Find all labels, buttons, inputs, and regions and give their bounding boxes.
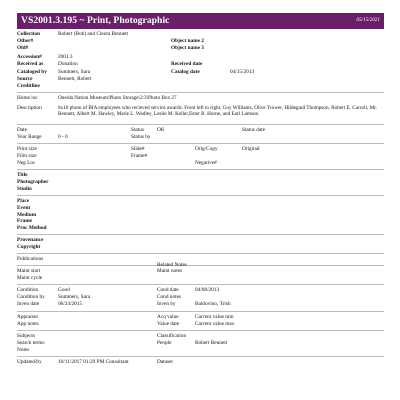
row-proc-method bbox=[17, 225, 384, 232]
value-people: Robert Bennett bbox=[195, 339, 228, 346]
row-place bbox=[17, 198, 384, 205]
record-date: 05/15/2021 bbox=[356, 17, 380, 24]
row-maint-cycle bbox=[17, 275, 384, 282]
row-publications bbox=[17, 256, 384, 269]
value-description: 8x10 photo of BIA employees who recieved service awards. Front left to right, Guy Williams, Olive Trower, Hildegard Thompson, Robert E. Carroll, Mr. Bennett, Albert M. Hawley, Marie L. Wadley, Leslie M. Keller,Ester B. Horne, and Earl Lamson. bbox=[58, 104, 377, 118]
label-dataset: Dataset bbox=[157, 359, 173, 366]
label-related-notes: Related Notes bbox=[157, 262, 187, 269]
value-updated-by: 10/11/2017 01:29 PM Consultant bbox=[58, 359, 129, 366]
record-title: VS2001.3.195 ~ Print, Photographic bbox=[21, 15, 170, 27]
label-copyright: Copyright bbox=[17, 244, 41, 251]
record-content bbox=[17, 31, 384, 366]
separator-4 bbox=[17, 169, 384, 170]
label-place: Place bbox=[17, 197, 30, 204]
row-subjects bbox=[17, 333, 384, 340]
label-frame: Frame bbox=[17, 218, 32, 225]
label-app-notes: App notes bbox=[17, 320, 39, 327]
label-maint-cycle: Maint cycle bbox=[17, 275, 43, 282]
label-creditline: Creditline bbox=[17, 83, 40, 90]
row-print-size bbox=[17, 146, 384, 153]
row-title bbox=[17, 172, 384, 179]
separator-1 bbox=[17, 92, 384, 93]
row-search-terms bbox=[17, 340, 384, 347]
label-home-loc: Home loc bbox=[17, 95, 38, 102]
label-current-value-min: Current value min bbox=[195, 313, 234, 320]
label-current-value-max: Current value max bbox=[195, 320, 235, 327]
value-collection: Robert (Bob) and Cleota Bennett bbox=[58, 31, 129, 37]
value-accession-num: 2001.3 bbox=[58, 53, 73, 60]
row-photographer bbox=[17, 179, 384, 186]
separator-5 bbox=[17, 195, 384, 196]
label-negative-num: Negative# bbox=[195, 160, 217, 166]
separator-6 bbox=[17, 234, 384, 235]
row-description bbox=[17, 105, 384, 118]
row-notes bbox=[17, 347, 384, 354]
row-medium bbox=[17, 212, 384, 219]
label-studio: Studio bbox=[17, 185, 32, 192]
value-year-range: 0 - 0 bbox=[58, 133, 68, 140]
value-cataloged-by: Summers, Sara bbox=[58, 69, 91, 76]
label-status-date: Status date bbox=[242, 126, 266, 133]
row-cataloged bbox=[17, 69, 384, 76]
label-maint-notes: Maint notes bbox=[157, 268, 183, 275]
label-condition: Condition bbox=[17, 287, 39, 294]
label-status: Status bbox=[131, 126, 144, 133]
row-source bbox=[17, 76, 384, 83]
label-inven-date: Inven date bbox=[17, 301, 40, 308]
value-inven-by: Baldovino, Trish bbox=[195, 301, 231, 308]
label-photographer: Photographer bbox=[17, 178, 49, 185]
label-maint-start: Maint start bbox=[17, 268, 41, 275]
label-orig-copy: Orig/Copy bbox=[195, 145, 218, 152]
separator-9 bbox=[17, 284, 384, 285]
label-source: Source bbox=[17, 76, 33, 83]
row-appraisor bbox=[17, 314, 384, 321]
label-proc-method: Proc Method bbox=[17, 225, 47, 232]
label-notes: Notes bbox=[17, 346, 30, 353]
value-condition-by: Summers, Sara bbox=[58, 294, 91, 301]
label-received-date: Received date bbox=[171, 60, 203, 67]
label-neg-loc: Neg Loc bbox=[17, 160, 36, 166]
label-cond-date: Cond date bbox=[157, 287, 179, 294]
label-updated-by: Updated/by bbox=[17, 359, 42, 366]
label-cataloged-by: Cataloged by bbox=[17, 69, 47, 76]
label-title: Title bbox=[17, 172, 28, 179]
label-object-name-2: Object name 2 bbox=[171, 37, 204, 44]
label-status-by: Status by bbox=[131, 133, 151, 140]
record-header-bar bbox=[17, 13, 384, 29]
label-slide-num: Slide# bbox=[131, 145, 145, 152]
row-creditline bbox=[17, 83, 384, 90]
separator-7 bbox=[17, 253, 384, 254]
row-studio bbox=[17, 186, 384, 193]
label-description: Description bbox=[17, 104, 42, 111]
row-event bbox=[17, 205, 384, 212]
row-other-num bbox=[17, 38, 384, 45]
row-accession bbox=[17, 54, 384, 61]
label-year-range: Year Range bbox=[17, 133, 42, 140]
label-object-name-3: Object name 3 bbox=[171, 44, 204, 51]
separator-11 bbox=[17, 330, 384, 331]
label-search-terms: Search terms bbox=[17, 339, 45, 346]
label-print-size: Print size bbox=[17, 145, 37, 152]
row-inventory bbox=[17, 301, 384, 308]
label-acq-value: Acq value bbox=[157, 313, 179, 320]
value-cond-date: 04/08/2013 bbox=[195, 287, 220, 294]
label-condition-by: Condition by bbox=[17, 294, 45, 301]
value-source: Bennett, Robert bbox=[58, 76, 92, 83]
row-film-size bbox=[17, 153, 384, 160]
label-accession-num: Accession# bbox=[17, 53, 42, 60]
label-classification: Classification bbox=[157, 332, 187, 339]
label-subjects: Subjects bbox=[17, 332, 35, 339]
label-value-date: Value date bbox=[157, 320, 180, 327]
label-appraisor: Appraisor bbox=[17, 313, 39, 320]
label-inven-by: Inven by bbox=[157, 301, 176, 308]
row-collection bbox=[17, 31, 384, 38]
value-orig-copy: Original bbox=[242, 145, 260, 152]
label-publications: Publications bbox=[17, 256, 44, 262]
label-cond-notes: Cond notes bbox=[157, 294, 181, 301]
label-old-num: Old# bbox=[17, 44, 29, 51]
row-maint-start bbox=[17, 268, 384, 275]
row-updated bbox=[17, 359, 384, 366]
row-home-loc bbox=[17, 95, 384, 102]
row-frame bbox=[17, 218, 384, 225]
value-catalog-date: 04/15/2013 bbox=[230, 69, 255, 76]
label-film-size: Film size bbox=[17, 152, 37, 159]
separator-10 bbox=[17, 311, 384, 312]
row-condition bbox=[17, 287, 384, 294]
row-provenance bbox=[17, 237, 384, 244]
separator-3 bbox=[17, 143, 384, 144]
row-copyright bbox=[17, 244, 384, 251]
row-old-num bbox=[17, 45, 384, 52]
row-received bbox=[17, 61, 384, 68]
value-status: OK bbox=[157, 126, 165, 133]
value-condition: Good bbox=[58, 287, 70, 294]
label-collection: Collection bbox=[17, 31, 40, 37]
value-inven-date: 06/24/2015 bbox=[58, 301, 83, 308]
value-home-loc: Oneida Nation Museum\Photo Storage\2:3\Photo Box 27 bbox=[58, 95, 177, 102]
row-condition-by bbox=[17, 294, 384, 301]
label-frame-num: Frame# bbox=[131, 152, 148, 159]
row-date-status bbox=[17, 127, 384, 134]
label-people: People bbox=[157, 339, 172, 346]
value-received-as: Donation bbox=[58, 60, 78, 67]
label-event: Event bbox=[17, 204, 31, 211]
row-year-range bbox=[17, 134, 384, 141]
label-provenance: Provenance bbox=[17, 237, 44, 244]
label-received-as: Received as bbox=[17, 60, 44, 67]
row-app-notes bbox=[17, 321, 384, 328]
row-neg-loc bbox=[17, 160, 384, 167]
label-medium: Medium bbox=[17, 211, 37, 218]
separator-2 bbox=[17, 124, 384, 125]
label-catalog-date: Catalog date bbox=[171, 69, 200, 76]
separator-12 bbox=[17, 356, 384, 357]
label-date: Date bbox=[17, 126, 27, 133]
label-other-num: Other# bbox=[17, 37, 34, 44]
